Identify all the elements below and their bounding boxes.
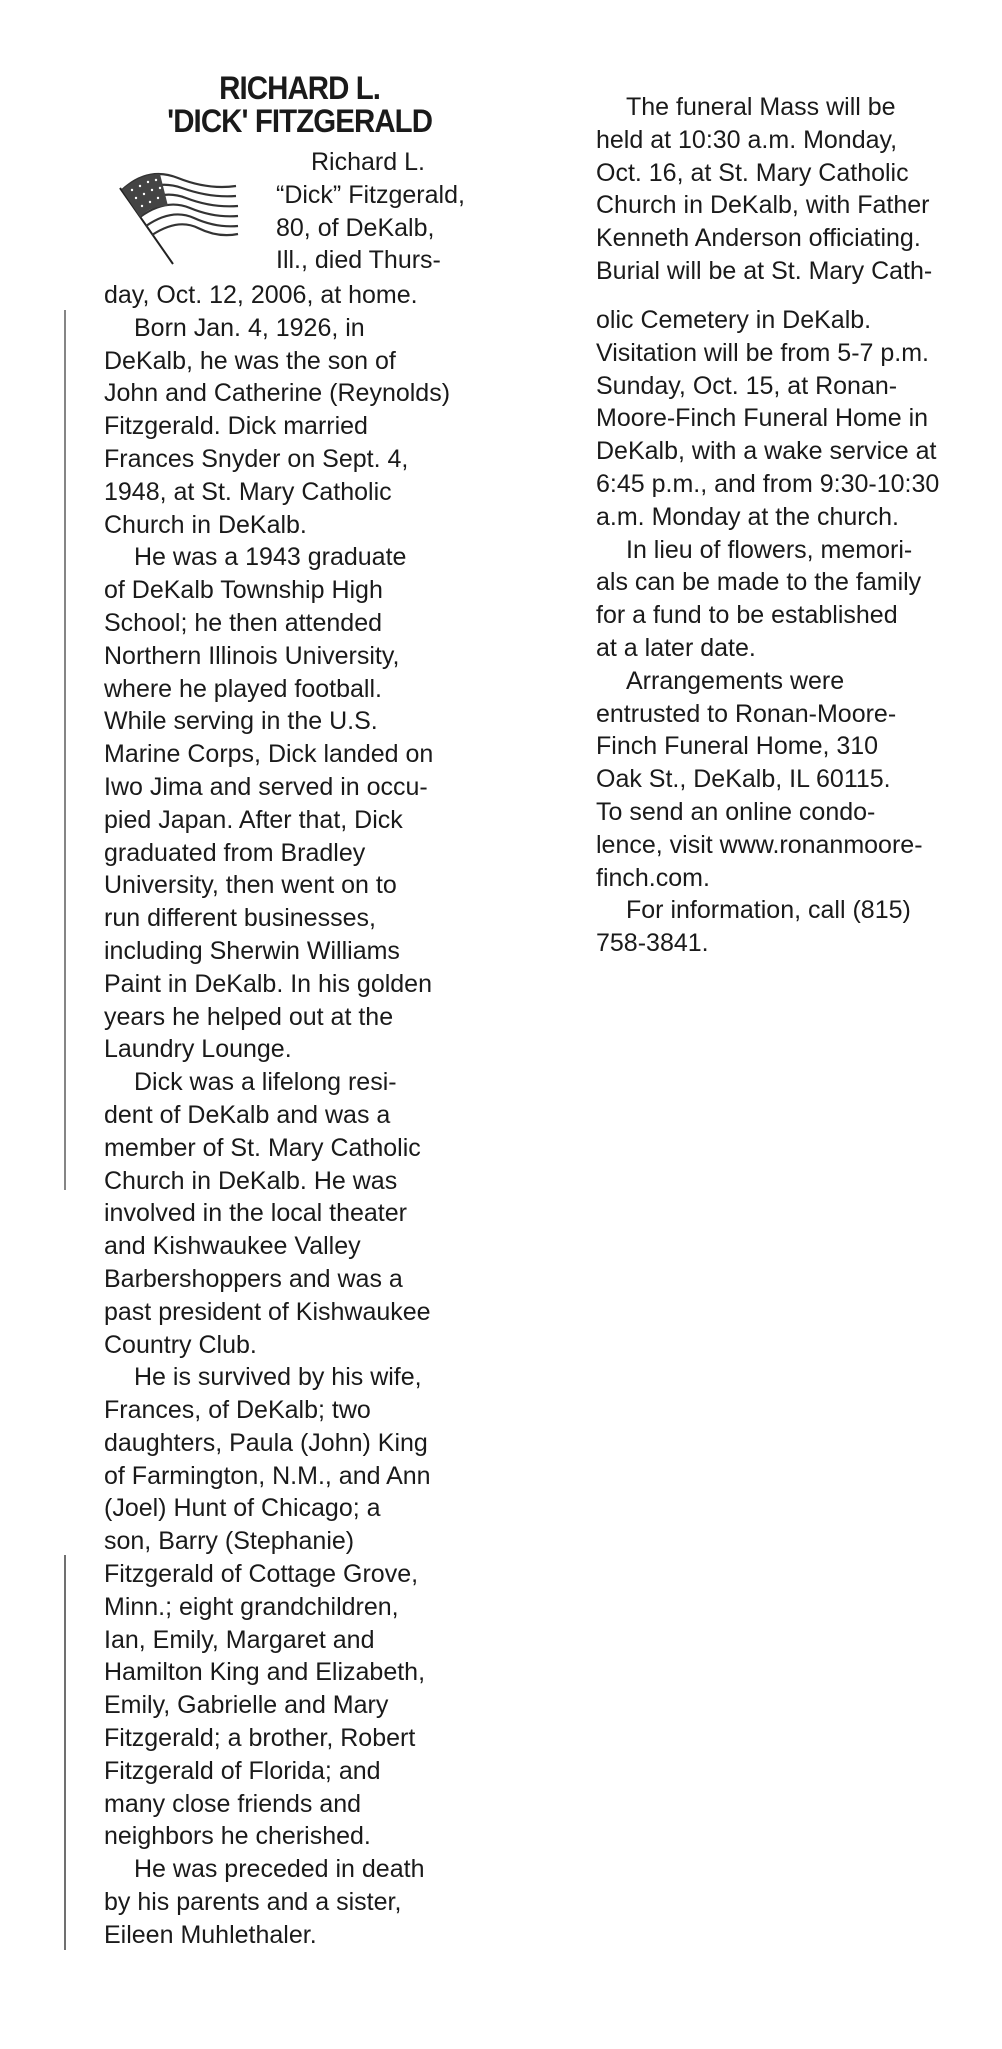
text-line: Visitation will be from 5-7 p.m.	[596, 338, 929, 367]
text-line: at a later date.	[596, 633, 756, 662]
text-line: entrusted to Ronan-Moore-	[596, 699, 897, 728]
text-line: of DeKalb Township High	[104, 576, 383, 605]
text-line: son, Barry (Stephanie)	[104, 1527, 355, 1556]
text-line: daughters, Paula (John) King	[104, 1428, 428, 1457]
text-line: To send an online condo-	[596, 797, 876, 826]
text-line: DeKalb, he was the son of	[104, 346, 396, 375]
text-line: School; he then attended	[104, 608, 383, 637]
text-line: Eileen Muhlethaler.	[104, 1920, 317, 1949]
text-line: Kenneth Anderson officiating.	[596, 224, 921, 253]
text-line: a.m. Monday at the church.	[596, 502, 899, 531]
text-line: graduated from Bradley	[104, 838, 366, 867]
text-line: (Joel) Hunt of Chicago; a	[104, 1494, 381, 1523]
text-line: Hamilton King and Elizabeth,	[104, 1658, 426, 1687]
text-line: University, then went on to	[104, 871, 397, 900]
text-line: Northern Illinois University,	[104, 641, 400, 670]
text-line: Country Club.	[104, 1330, 257, 1359]
text-line: many close friends and	[104, 1789, 362, 1818]
text-line: olic Cemetery in DeKalb.	[596, 306, 872, 334]
text-line: Marine Corps, Dick landed on	[104, 740, 434, 769]
text-line: John and Catherine (Reynolds)	[104, 379, 451, 408]
text-line: Frances, of DeKalb; two	[104, 1396, 371, 1425]
text-line: Fitzgerald; a brother, Robert	[104, 1724, 416, 1753]
text-line: Ian, Emily, Margaret and	[104, 1625, 375, 1654]
text-line: Iwo Jima and served in occu-	[104, 772, 428, 801]
text-line: member of St. Mary Catholic	[104, 1133, 421, 1162]
text-line: He was a 1943 graduate	[134, 543, 407, 572]
text-line: Finch Funeral Home, 310	[596, 732, 879, 761]
text-line: The funeral Mass will be	[626, 93, 896, 121]
text-line: including Sherwin Williams	[104, 936, 400, 965]
text-line: Barbershoppers and was a	[104, 1264, 403, 1293]
text-line: He was preceded in death	[134, 1855, 425, 1884]
text-line: Ill., died Thurs-	[276, 246, 441, 275]
text-line: Minn.; eight grandchildren,	[104, 1592, 399, 1621]
text-line: past president of Kishwaukee	[104, 1297, 431, 1326]
text-line: run different businesses,	[104, 904, 376, 933]
text-line: pied Japan. After that, Dick	[104, 805, 403, 834]
text-line: of Farmington, N.M., and Ann	[104, 1461, 431, 1490]
text-line: involved in the local theater	[104, 1199, 407, 1228]
text-line: day, Oct. 12, 2006, at home.	[104, 281, 418, 309]
text-line: Oak St., DeKalb, IL 60115.	[596, 765, 891, 794]
text-line: Church in DeKalb, with Father	[596, 191, 930, 220]
text-line: Fitzgerald of Cottage Grove,	[104, 1560, 419, 1589]
text-line: Church in DeKalb.	[104, 510, 307, 539]
text-line: He is survived by his wife,	[134, 1363, 422, 1392]
text-line: Laundry Lounge.	[104, 1035, 292, 1064]
headline-line-1: RICHARD L.	[219, 70, 381, 106]
text-line: and Kishwaukee Valley	[104, 1232, 361, 1261]
text-line: finch.com.	[596, 863, 710, 892]
right-column-bottom	[596, 304, 939, 960]
scan-edge-line	[64, 310, 66, 1190]
text-line: 80, of DeKalb,	[276, 213, 435, 242]
text-line: lence, visit www.ronanmoore-	[596, 830, 923, 859]
text-line: held at 10:30 a.m. Monday,	[596, 125, 898, 154]
text-line: Paint in DeKalb. In his golden	[104, 969, 432, 998]
text-line: Frances Snyder on Sept. 4,	[104, 444, 409, 473]
text-line: DeKalb, with a wake service at	[596, 437, 937, 466]
text-line: Richard L.	[311, 148, 425, 176]
text-line: Church in DeKalb. He was	[104, 1166, 398, 1195]
scan-edge-line	[64, 1555, 66, 1950]
text-line: Dick was a lifelong resi-	[134, 1068, 397, 1097]
text-line: Emily, Gabrielle and Mary	[104, 1691, 389, 1720]
text-line: While serving in the U.S.	[104, 707, 378, 736]
text-line: Born Jan. 4, 1926, in	[134, 313, 365, 342]
text-line: Moore-Finch Funeral Home in	[596, 404, 929, 433]
text-line: Burial will be at St. Mary Cath-	[596, 256, 933, 285]
text-line: neighbors he cherished.	[104, 1822, 371, 1851]
text-line: 1948, at St. Mary Catholic	[104, 477, 392, 506]
text-line: by his parents and a sister,	[104, 1888, 402, 1917]
text-line: years he helped out at the	[104, 1002, 394, 1031]
text-line: Oct. 16, at St. Mary Catholic	[596, 158, 909, 187]
text-line: “Dick” Fitzgerald,	[276, 180, 465, 209]
text-line: Fitzgerald of Florida; and	[104, 1756, 381, 1785]
text-line: where he played football.	[104, 674, 382, 703]
left-column	[104, 279, 450, 1952]
text-line: Sunday, Oct. 15, at Ronan-	[596, 371, 898, 400]
intro-text	[276, 146, 465, 277]
headline-line-2: 'DICK' FITZGERALD	[167, 103, 433, 139]
text-line: 758-3841.	[596, 929, 709, 958]
text-line: als can be made to the family	[596, 568, 922, 597]
right-column-top	[596, 91, 932, 288]
text-line: Arrangements were	[626, 666, 845, 695]
text-line: Fitzgerald. Dick married	[104, 412, 368, 441]
text-line: for a fund to be established	[596, 601, 898, 630]
text-line: In lieu of flowers, memori-	[626, 535, 913, 564]
text-line: 6:45 p.m., and from 9:30-10:30	[596, 469, 940, 498]
american-flag-icon	[118, 166, 242, 266]
text-line: For information, call (815)	[626, 896, 911, 925]
text-line: dent of DeKalb and was a	[104, 1100, 391, 1129]
